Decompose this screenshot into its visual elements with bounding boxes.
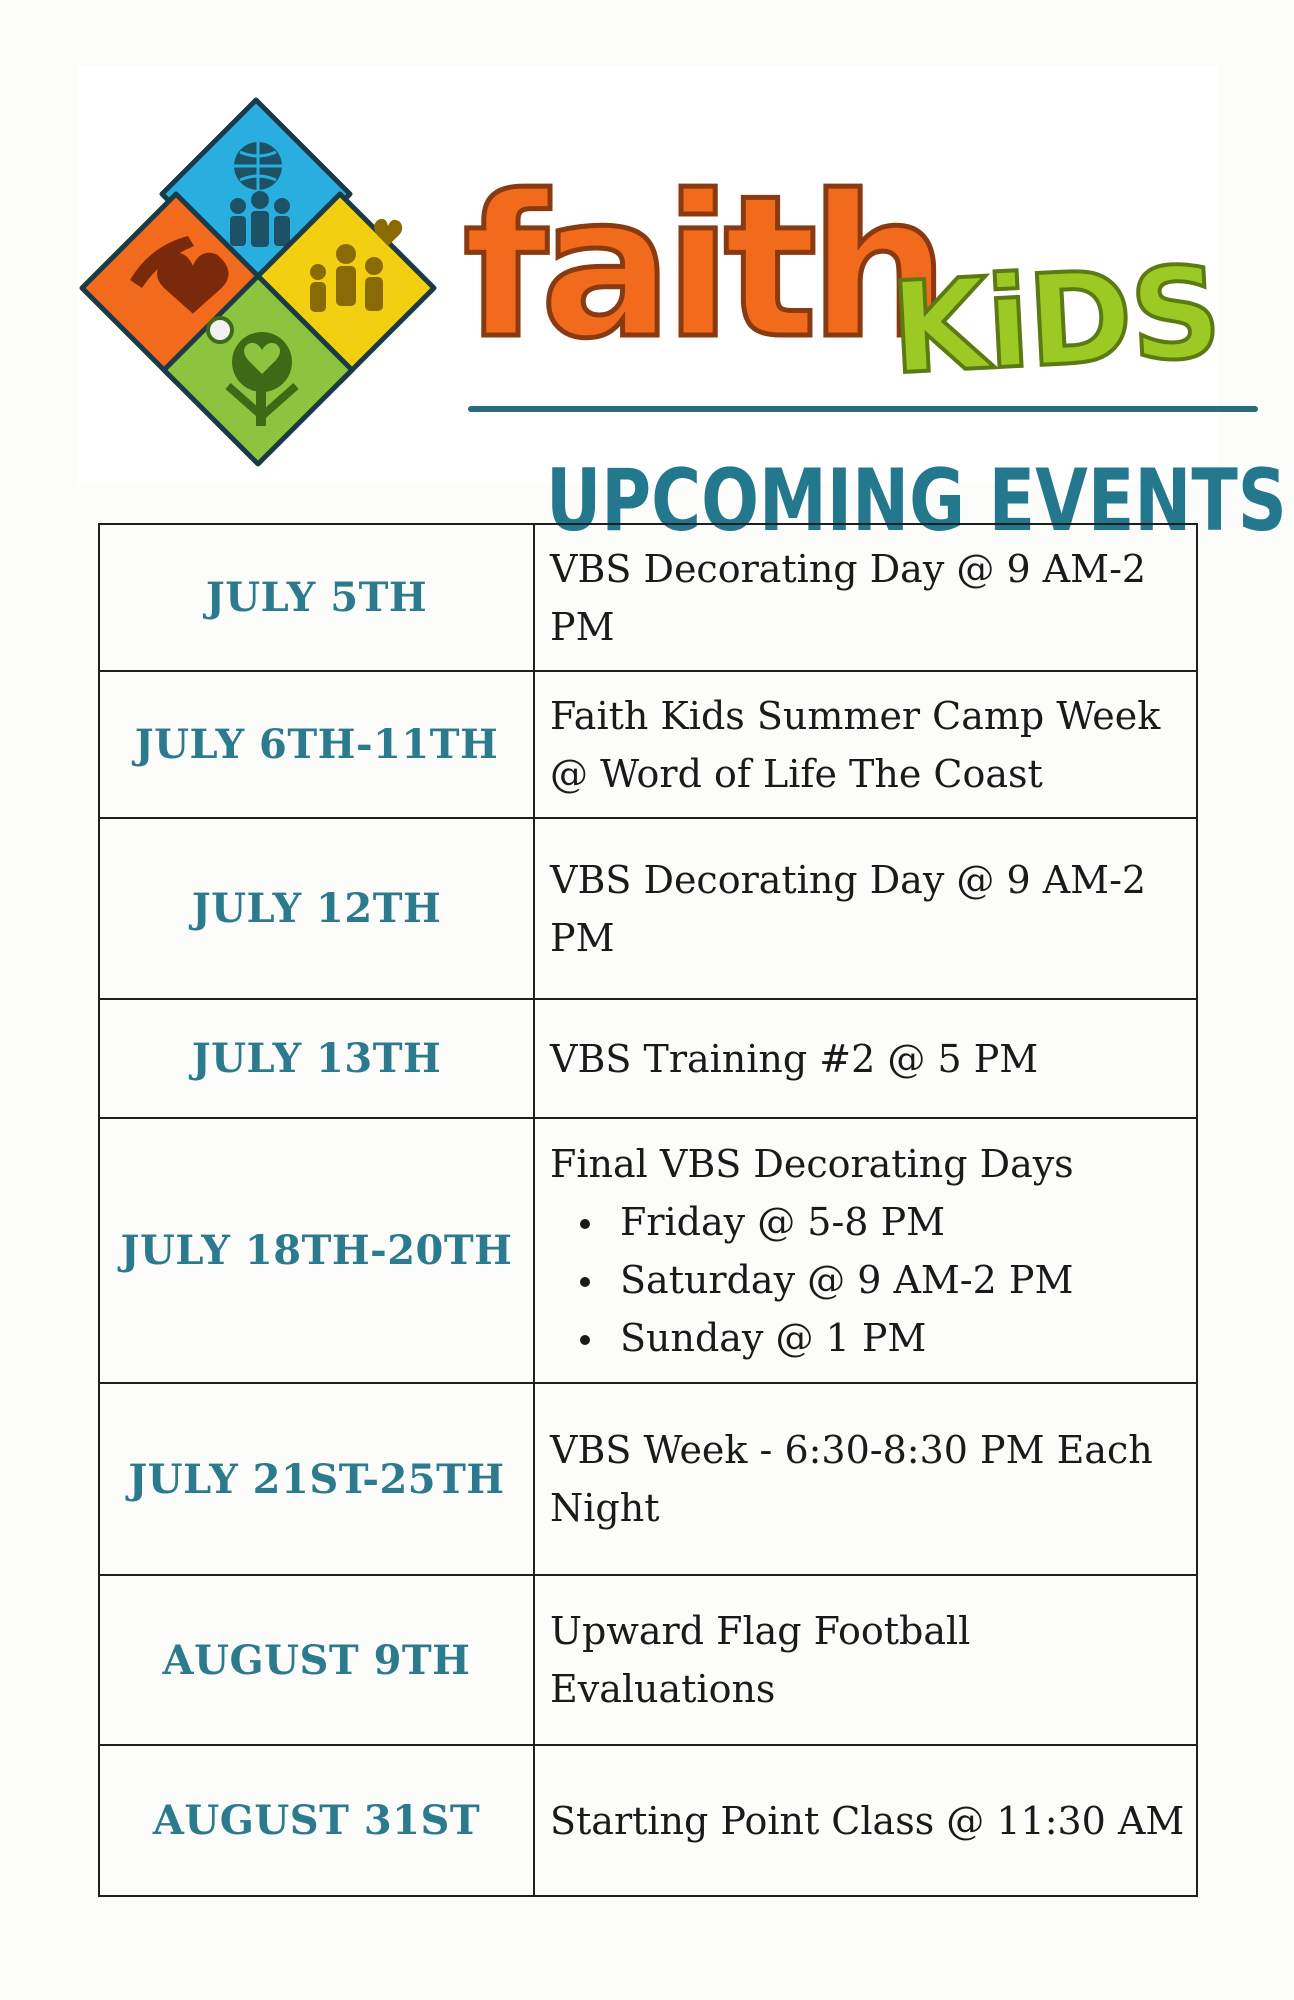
event-sub-list	[550, 1193, 1186, 1367]
event-description: VBS Decorating Day @ 9 AM-2 PM	[534, 524, 1197, 671]
event-description-group	[534, 1118, 1197, 1383]
event-description: Faith Kids Summer Camp Week @ Word of Life The Coast	[534, 671, 1197, 818]
event-date: JULY 13TH	[99, 999, 534, 1118]
event-date: AUGUST 9TH	[99, 1575, 534, 1745]
list-item: Friday @ 5-8 PM	[620, 1193, 1186, 1251]
event-date: JULY 18TH-20TH	[99, 1118, 534, 1383]
table-row	[99, 671, 1197, 818]
list-item: Saturday @ 9 AM-2 PM	[620, 1251, 1186, 1309]
event-date: JULY 21ST-25TH	[99, 1383, 534, 1575]
event-description: Upward Flag Football Evaluations	[534, 1575, 1197, 1745]
table-row	[99, 1575, 1197, 1745]
event-description: VBS Decorating Day @ 9 AM-2 PM	[534, 818, 1197, 999]
wordmark-faith: faith	[463, 154, 941, 382]
event-description: VBS Training #2 @ 5 PM	[534, 999, 1197, 1118]
table-row	[99, 818, 1197, 999]
table-row	[99, 1745, 1197, 1896]
event-description: VBS Week - 6:30-8:30 PM Each Night	[534, 1383, 1197, 1575]
event-description: Starting Point Class @ 11:30 AM	[534, 1745, 1197, 1896]
header	[78, 66, 1287, 551]
table-row	[99, 524, 1197, 671]
page-title: UPCOMING EVENTS	[546, 451, 1287, 551]
wordmark-kids: KiDS	[887, 238, 1223, 403]
table-row	[99, 1118, 1197, 1383]
puzzle-logo	[78, 66, 478, 484]
event-description: Final VBS Decorating Days	[550, 1142, 1074, 1186]
table-row	[99, 1383, 1197, 1575]
event-date: JULY 12TH	[99, 818, 534, 999]
wordmark-underline	[468, 406, 1258, 412]
event-date: JULY 5TH	[99, 524, 534, 671]
table-row	[99, 999, 1197, 1118]
event-date: AUGUST 31ST	[99, 1745, 534, 1896]
event-date: JULY 6TH-11TH	[99, 671, 534, 818]
list-item: Sunday @ 1 PM	[620, 1309, 1186, 1367]
events-table	[98, 523, 1198, 1897]
